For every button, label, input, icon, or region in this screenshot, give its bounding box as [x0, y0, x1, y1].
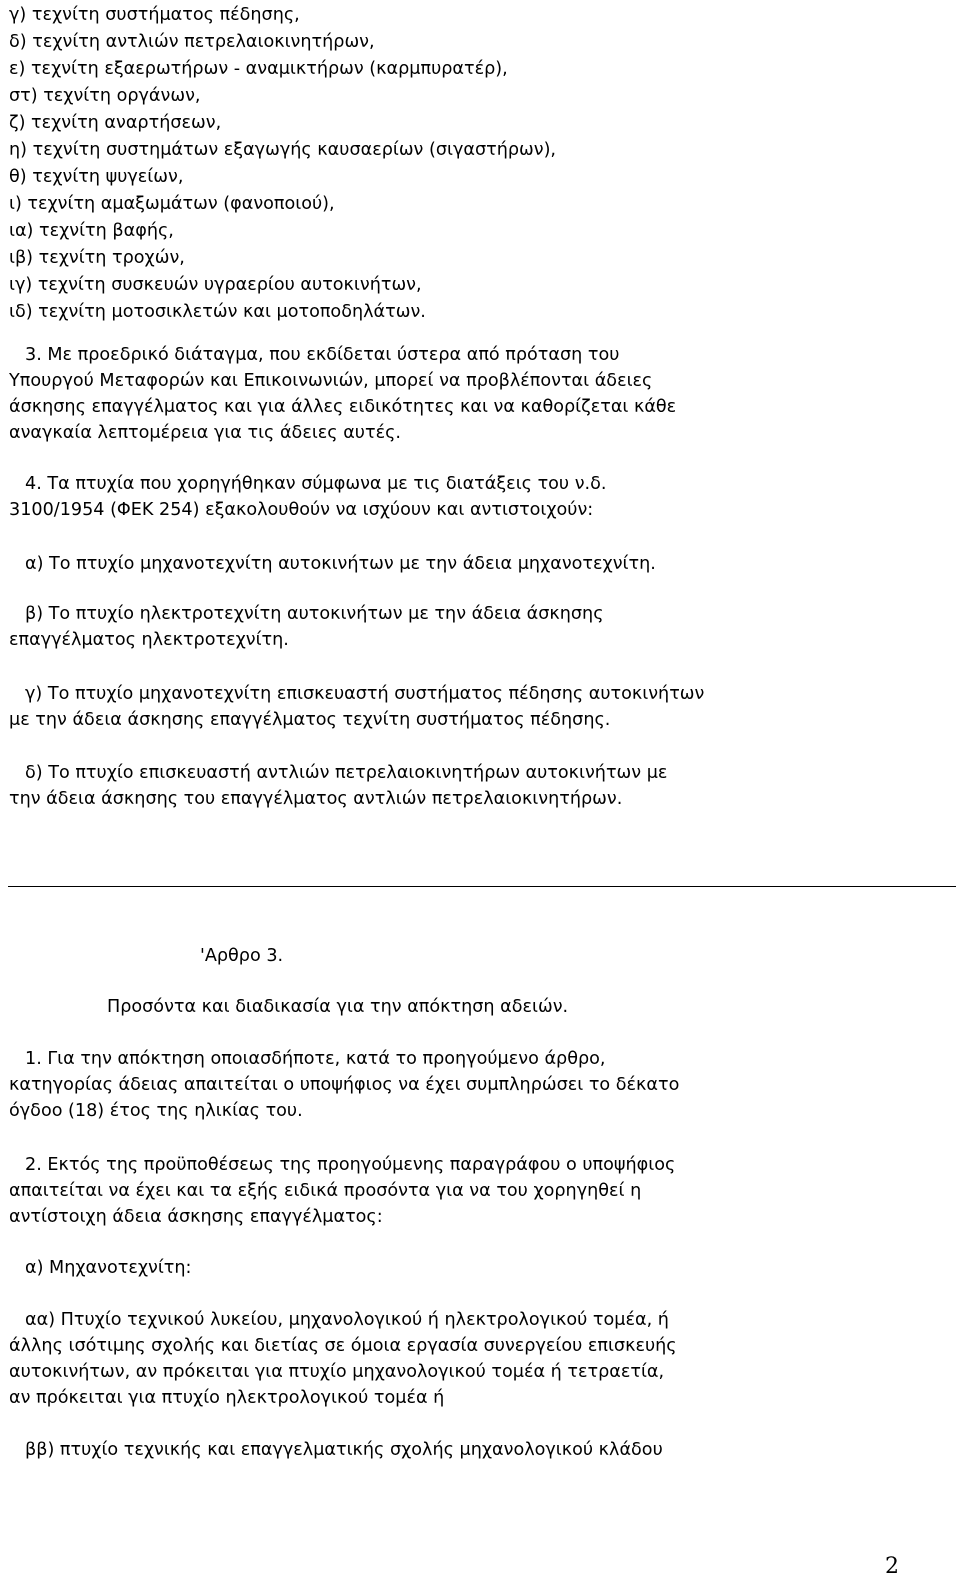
paragraph-line: όγδοο (18) έτος της ηλικίας του.: [9, 1101, 303, 1121]
article-subtitle: Προσόντα και διαδικασία για την απόκτηση αδειών.: [107, 997, 569, 1017]
paragraph-line: 4. Τα πτυχία που χορηγήθηκαν σύμφωνα με τις διατάξεις του ν.δ.: [25, 474, 607, 494]
list-item: δ) τεχνίτη αντλιών πετρελαιοκινητήρων,: [9, 32, 375, 52]
article-title: 'Αρθρο 3.: [200, 946, 284, 966]
list-item: ζ) τεχνίτη αναρτήσεων,: [9, 113, 222, 133]
paragraph-line: αντίστοιχη άδεια άσκησης επαγγέλματος:: [9, 1207, 383, 1227]
paragraph-line: αυτοκινήτων, αν πρόκειται για πτυχίο μηχανολογικού τομέα ή τετραετία,: [9, 1362, 665, 1382]
list-item: ιδ) τεχνίτη μοτοσικλετών και μοτοποδηλάτων.: [9, 302, 426, 322]
paragraph-line: δ) Το πτυχίο επισκευαστή αντλιών πετρελαιοκινητήρων αυτοκινήτων με: [25, 763, 668, 783]
paragraph-line: Υπουργού Μεταφορών και Επικοινωνιών, μπορεί να προβλέπονται άδειες: [9, 371, 653, 391]
section-divider: [8, 886, 956, 887]
list-item: ιβ) τεχνίτη τροχών,: [9, 248, 185, 268]
paragraph-line: απαιτείται να έχει και τα εξής ειδικά προσόντα για να του χορηγηθεί η: [9, 1181, 642, 1201]
paragraph-line: κατηγορίας άδειας απαιτείται ο υποψήφιος να έχει συμπληρώσει το δέκατο: [9, 1075, 680, 1095]
paragraph-line: 3100/1954 (ΦΕΚ 254) εξακολουθούν να ισχύουν και αντιστοιχούν:: [9, 500, 594, 520]
paragraph-line: α) Το πτυχίο μηχανοτεχνίτη αυτοκινήτων με την άδεια μηχανοτεχνίτη.: [25, 554, 656, 574]
paragraph-line: άλλης ισότιμης σχολής και διετίας σε όμοια εργασία συνεργείου επισκευής: [9, 1336, 677, 1356]
list-item: ια) τεχνίτη βαφής,: [9, 221, 174, 241]
paragraph-line: ββ) πτυχίο τεχνικής και επαγγελματικής σχολής μηχανολογικού κλάδου: [25, 1440, 663, 1460]
list-item: ιγ) τεχνίτη συσκευών υγραερίου αυτοκινήτων,: [9, 275, 422, 295]
paragraph-line: αν πρόκειται για πτυχίο ηλεκτρολογικού τομέα ή: [9, 1388, 445, 1408]
list-item: στ) τεχνίτη οργάνων,: [9, 86, 201, 106]
paragraph-line: επαγγέλματος ηλεκτροτεχνίτη.: [9, 630, 289, 650]
paragraph-line: 2. Εκτός της προϋποθέσεως της προηγούμενης παραγράφου ο υποψήφιος: [25, 1155, 676, 1175]
paragraph-line: αναγκαία λεπτομέρεια για τις άδειες αυτές.: [9, 423, 402, 443]
list-item: γ) τεχνίτη συστήματος πέδησης,: [9, 5, 300, 25]
sub-heading-mechanic: α) Μηχανοτεχνίτη:: [25, 1258, 192, 1278]
paragraph-line: 1. Για την απόκτηση οποιασδήποτε, κατά το προηγούμενο άρθρο,: [25, 1049, 606, 1069]
list-item: η) τεχνίτη συστημάτων εξαγωγής καυσαερίων (σιγαστήρων),: [9, 140, 557, 160]
list-item: θ) τεχνίτη ψυγείων,: [9, 167, 184, 187]
paragraph-line: με την άδεια άσκησης επαγγέλματος τεχνίτη συστήματος πέδησης.: [9, 710, 611, 730]
paragraph-line: γ) Το πτυχίο μηχανοτεχνίτη επισκευαστή συστήματος πέδησης αυτοκινήτων: [25, 684, 705, 704]
list-item: ε) τεχνίτη εξαερωτήρων - αναμικτήρων (καρμπυρατέρ),: [9, 59, 508, 79]
paragraph-line: την άδεια άσκησης του επαγγέλματος αντλιών πετρελαιοκινητήρων.: [9, 789, 623, 809]
page-number: 2: [885, 1554, 899, 1579]
list-item: ι) τεχνίτη αμαξωμάτων (φανοποιού),: [9, 194, 335, 214]
paragraph-line: 3. Με προεδρικό διάταγμα, που εκδίδεται ύστερα από πρόταση του: [25, 345, 620, 365]
paragraph-line: άσκησης επαγγέλματος και για άλλες ειδικότητες και να καθορίζεται κάθε: [9, 397, 677, 417]
paragraph-line: β) Το πτυχίο ηλεκτροτεχνίτη αυτοκινήτων με την άδεια άσκησης: [25, 604, 604, 624]
paragraph-line: αα) Πτυχίο τεχνικού λυκείου, μηχανολογικού ή ηλεκτρολογικού τομέα, ή: [25, 1310, 669, 1330]
